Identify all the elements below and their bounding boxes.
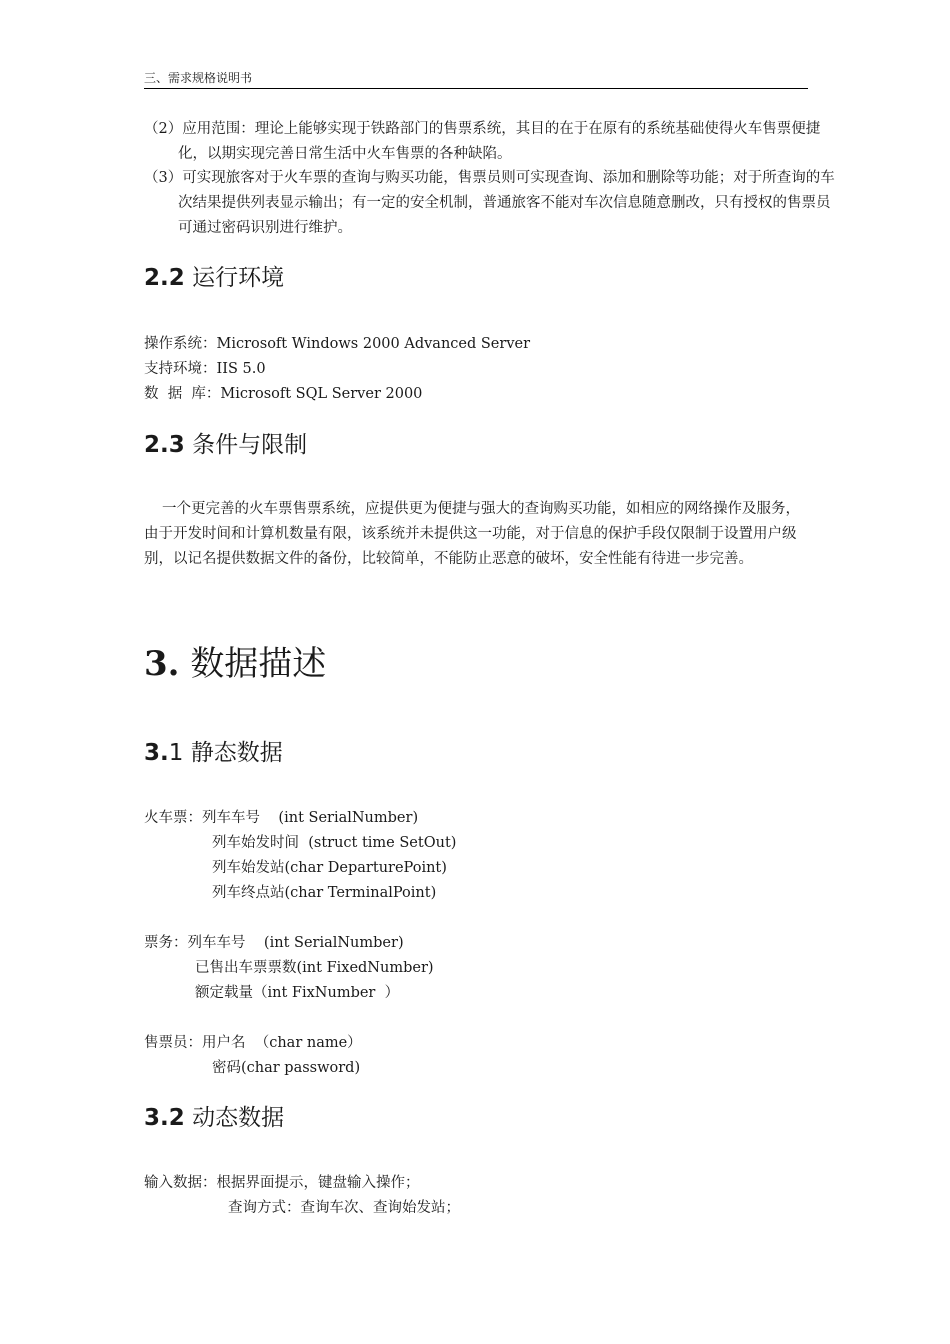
section-number-minor: 1	[168, 740, 184, 766]
business-line: 额定载量（int FixNumber ）	[195, 985, 400, 1001]
scope-item-2: （2）应用范围：理论上能够实现于铁路部门的售票系统，其目的在于在原有的系统基础使得火车售票便捷化，以期实现完善日常生活中火车售票的各种缺陷。	[144, 121, 821, 162]
section-title: 动态数据	[192, 1105, 285, 1131]
section-number: 2.3	[144, 432, 185, 458]
section-3-2-heading	[144, 1103, 284, 1133]
section-title: 条件与限制	[192, 432, 308, 458]
scope-item-3: （3）可实现旅客对于火车票的查询与购买功能，售票员则可实现查询、添加和删除等功能；对于所查询的车次结果提供列表显示输出；有一定的安全机制，普通旅客不能对车次信息随意删改，只有授权的售票员可通过密码识别进行维护。	[144, 170, 835, 236]
os-line: 操作系统：Microsoft Windows 2000 Advanced Server	[144, 336, 531, 352]
section-2-3-heading	[144, 430, 307, 460]
ticket-line: 列车终点站(char TerminalPoint)	[212, 885, 437, 901]
section-2-2-heading	[144, 263, 284, 293]
seller-line: 密码(char password)	[212, 1060, 361, 1076]
section-3-1-heading	[144, 738, 283, 768]
section-number: 3.	[144, 644, 180, 684]
ticket-line: 列车始发站(char DeparturePoint)	[212, 860, 447, 876]
section-number: 3.2	[144, 1105, 185, 1131]
ticket-line: 列车始发时间 (struct time SetOut)	[212, 835, 457, 851]
seller-line: 售票员：用户名 （char name）	[144, 1035, 362, 1051]
query-method-line: 查询方式：查询车次、查询始发站；	[228, 1200, 460, 1216]
input-data-line: 输入数据：根据界面提示，键盘输入操作；	[144, 1175, 420, 1191]
page-header	[144, 70, 808, 89]
limits-paragraph: 一个更完善的火车票售票系统，应提供更为便捷与强大的查询购买功能，如相应的网络操作及服务，由于开发时间和计算机数量有限，该系统并未提供这一功能，对于信息的保护手段仅限制于设置用户级别，以记名提供数据文件的备份，比较简单，不能防止恶意的破坏，安全性能有待进一步完善。	[144, 501, 800, 567]
env-line: 支持环境：IIS 5.0	[144, 361, 266, 377]
business-line: 已售出车票票数(int FixedNumber)	[195, 960, 434, 976]
db-line: 数 据 库：Microsoft SQL Server 2000	[144, 386, 423, 402]
section-title: 数据描述	[190, 644, 327, 684]
section-title: 运行环境	[192, 265, 285, 291]
ticket-line: 火车票：列车车号 (int SerialNumber)	[144, 810, 419, 826]
section-number: 2.2	[144, 265, 185, 291]
section-title: 静态数据	[190, 740, 283, 766]
section-number: 3.	[144, 740, 169, 766]
header-title: 三、需求规格说明书	[144, 71, 253, 85]
section-3-heading	[144, 643, 326, 685]
business-line: 票务：列车车号 (int SerialNumber)	[144, 935, 404, 951]
